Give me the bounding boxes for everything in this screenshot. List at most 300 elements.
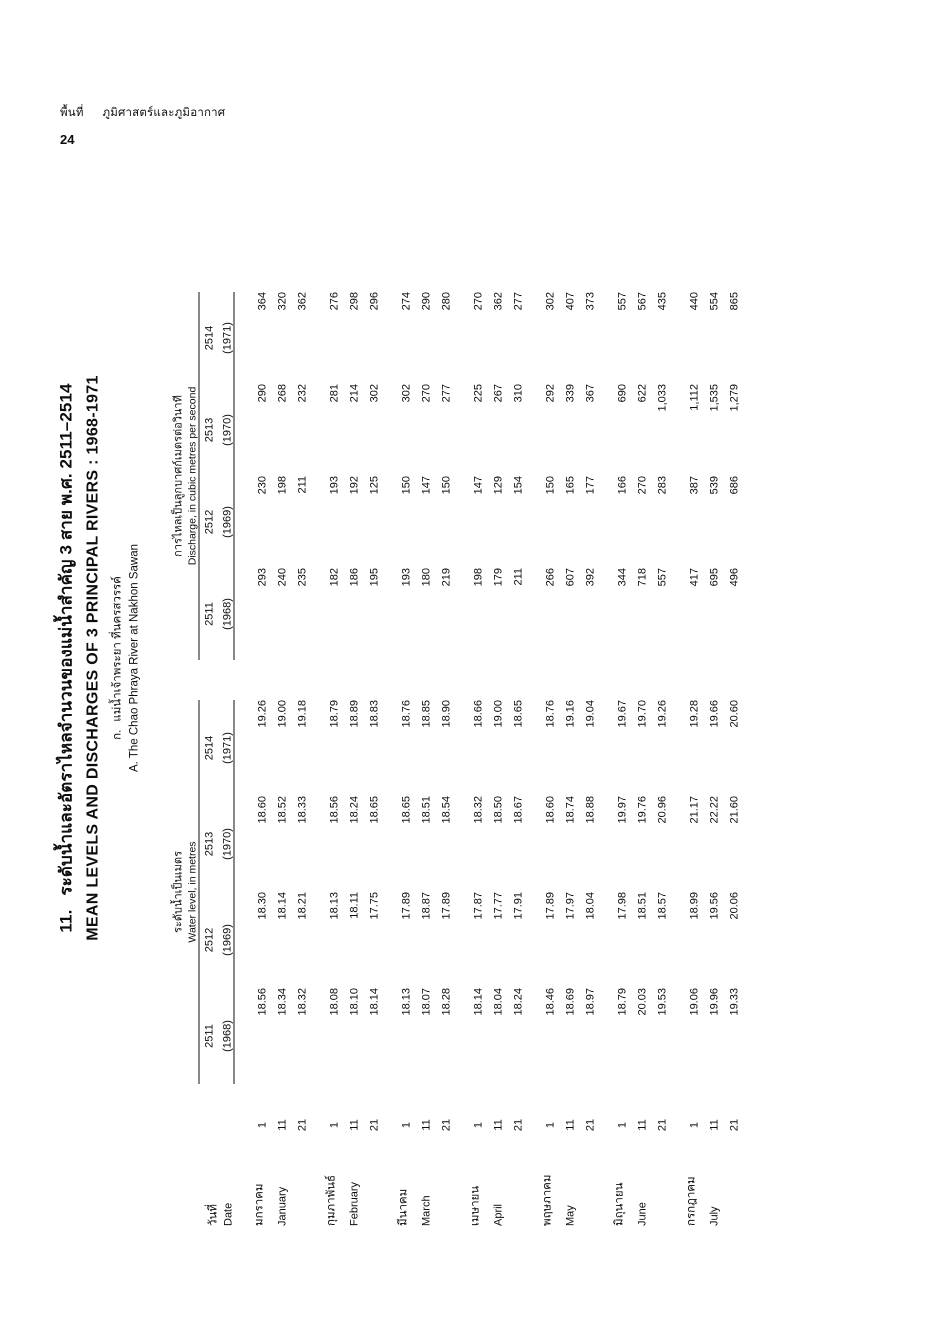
discharge-cell: 557 [615, 292, 628, 311]
column-gap [392, 1084, 412, 1110]
discharge-cell: 344 [615, 568, 628, 587]
discharge-cell: 219 [439, 568, 452, 587]
column-gap [720, 660, 740, 700]
discharge-cell: 496 [727, 568, 740, 587]
water-level-cell: 18.34 [275, 988, 288, 1016]
discharge-cell: 440 [687, 292, 700, 311]
day-cell: 21 [727, 1118, 740, 1132]
water-level-cell: 18.32 [471, 796, 484, 824]
water-level-cell: 19.26 [655, 700, 668, 728]
day-cell: 11 [491, 1119, 504, 1131]
discharge-cell: 270 [635, 476, 648, 495]
discharge-cell: 277 [439, 384, 452, 403]
discharge-cell: 195 [367, 568, 380, 587]
column-gap [536, 1084, 556, 1110]
water-level-cell: 18.83 [367, 700, 380, 728]
water-level-cell: 22.22 [707, 796, 720, 824]
table-row [576, 292, 596, 1226]
discharge-cell: 292 [543, 384, 556, 403]
day-cell: 1 [687, 1121, 700, 1129]
day-cell: 21 [367, 1118, 380, 1132]
water-level-cell: 19.18 [295, 700, 308, 728]
section-subtitle-en: A. The Chao Phraya River at Nakhon Sawan [128, 544, 140, 772]
discharge-cell: 211 [511, 568, 524, 586]
table-row [392, 292, 412, 1226]
discharge-cell: 407 [563, 292, 576, 311]
discharge-cell: 193 [327, 476, 340, 495]
year-be-discharge-2511: 2511 [203, 602, 215, 626]
discharge-cell: 290 [419, 292, 432, 311]
water-level-cell: 18.10 [347, 988, 360, 1016]
table-row [504, 292, 524, 1226]
group-header-discharge [168, 292, 199, 660]
month-name-th: กรกฎาคม [684, 1176, 697, 1226]
column-gap [268, 1084, 288, 1110]
water-level-cell: 19.00 [275, 700, 288, 728]
month-name-en: January [275, 1186, 288, 1226]
column-gap [248, 660, 268, 700]
column-gap [576, 660, 596, 700]
column-gap [628, 660, 648, 700]
table-row [340, 292, 360, 1226]
month-name-en: May [563, 1205, 576, 1226]
year-ce-level-1968: (1968) [215, 988, 234, 1084]
water-level-cell: 20.60 [727, 700, 740, 728]
discharge-cell: 277 [511, 292, 524, 311]
discharge-cell: 154 [511, 476, 524, 495]
column-gap [608, 660, 628, 700]
water-level-cell: 19.28 [687, 700, 700, 728]
day-cell: 1 [615, 1121, 628, 1129]
water-level-cell: 18.30 [255, 892, 268, 920]
column-gap [288, 660, 308, 700]
column-gap [360, 660, 380, 700]
column-gap [464, 660, 484, 700]
discharge-cell: 150 [399, 476, 412, 495]
water-level-cell: 18.65 [367, 796, 380, 824]
month-name-en: June [635, 1202, 648, 1226]
day-cell: 21 [583, 1118, 596, 1132]
column-gap [720, 1084, 740, 1110]
discharge-cell: 214 [347, 384, 360, 403]
water-level-cell: 18.32 [295, 988, 308, 1016]
discharge-cell: 686 [727, 476, 740, 495]
water-level-cell: 18.65 [511, 700, 524, 728]
water-level-cell: 18.51 [419, 796, 432, 824]
month-name-blank [576, 1140, 596, 1226]
group-header-water-level-th: ระดับน้ำเป็นเมตร [172, 851, 184, 933]
discharge-cell: 298 [347, 292, 360, 311]
table-row [432, 292, 452, 1226]
month-name-blank [360, 1140, 380, 1226]
column-gap [320, 1084, 340, 1110]
water-level-cell: 18.76 [399, 700, 412, 728]
water-level-cell: 18.56 [255, 988, 268, 1016]
water-level-cell: 18.52 [275, 796, 288, 824]
discharge-cell: 362 [491, 292, 504, 311]
discharge-cell: 225 [471, 384, 484, 403]
water-level-cell: 17.89 [439, 892, 452, 920]
water-level-cell: 18.97 [583, 988, 596, 1016]
water-level-cell: 19.53 [655, 988, 668, 1016]
column-gap [288, 1084, 308, 1110]
water-level-cell: 18.11 [347, 892, 360, 919]
year-ce-level-1969: (1969) [215, 892, 234, 988]
discharge-cell: 180 [419, 568, 432, 587]
group-header-discharge-th: การไหลเป็นลูกบาศก์เมตรต่อวินาที [172, 395, 184, 557]
month-name-en: July [707, 1206, 720, 1226]
table-row [608, 292, 628, 1226]
day-cell: 11 [635, 1119, 648, 1131]
water-level-cell: 17.98 [615, 892, 628, 920]
column-gap [648, 660, 668, 700]
year-be-level-2513: 2513 [203, 831, 215, 857]
water-level-cell: 18.14 [471, 988, 484, 1016]
water-level-cell: 18.69 [563, 988, 576, 1016]
table-item-number: 11. [56, 909, 75, 933]
discharge-cell: 290 [255, 384, 268, 403]
day-cell: 21 [511, 1118, 524, 1132]
water-level-cell: 19.33 [727, 988, 740, 1016]
group-header-water-level [168, 700, 199, 1084]
month-spacer-row [596, 292, 608, 1226]
column-gap [504, 1084, 524, 1110]
column-gap [484, 1084, 504, 1110]
water-level-cell: 18.88 [583, 796, 596, 824]
discharge-cell: 607 [563, 568, 576, 587]
day-cell: 21 [655, 1118, 668, 1132]
day-cell: 1 [543, 1121, 556, 1129]
water-level-cell: 19.66 [707, 700, 720, 728]
discharge-cell: 557 [655, 568, 668, 587]
discharge-cell: 240 [275, 568, 288, 587]
water-level-cell: 19.67 [615, 700, 628, 728]
header-spacer-row [234, 292, 248, 1226]
water-level-cell: 18.89 [347, 700, 360, 728]
discharge-cell: 150 [439, 476, 452, 495]
table-year-be-row [199, 292, 216, 1226]
water-level-cell: 18.13 [327, 892, 340, 920]
table-row [680, 292, 700, 1226]
discharge-cell: 211 [295, 476, 308, 494]
water-level-cell: 18.90 [439, 700, 452, 728]
month-spacer-row [668, 292, 680, 1226]
water-level-cell: 19.16 [563, 700, 576, 728]
month-name-th: มิถุนายน [612, 1182, 625, 1226]
table-row [360, 292, 380, 1226]
discharge-cell: 320 [275, 292, 288, 311]
table-row [556, 292, 576, 1226]
column-gap [412, 660, 432, 700]
water-level-cell: 18.99 [687, 892, 700, 920]
discharge-cell: 179 [491, 568, 504, 587]
table-title-en: MEAN LEVELS AND DISCHARGES OF 3 PRINCIPAL RIVERS : 1968-1971 [84, 375, 101, 941]
table-row [648, 292, 668, 1226]
water-level-cell: 18.08 [327, 988, 340, 1016]
day-cell: 11 [563, 1119, 576, 1131]
water-level-cell: 18.67 [511, 796, 524, 824]
water-level-cell: 18.66 [471, 700, 484, 728]
month-name-th: กุมภาพันธ์ [324, 1174, 337, 1226]
year-ce-discharge-1968: (1968) [215, 568, 234, 660]
water-level-cell: 19.76 [635, 796, 648, 824]
month-name-blank [504, 1140, 524, 1226]
day-cell: 1 [399, 1121, 412, 1129]
group-header-water-level-en: Water level, in metres [186, 841, 198, 943]
discharge-cell: 280 [439, 292, 452, 311]
day-cell: 21 [439, 1118, 452, 1132]
month-spacer-row [380, 292, 392, 1226]
discharge-cell: 193 [399, 568, 412, 587]
column-gap [268, 660, 288, 700]
water-level-cell: 19.70 [635, 700, 648, 728]
table-year-ce-row [215, 292, 234, 1226]
day-cell: 11 [275, 1119, 288, 1131]
column-gap [556, 1084, 576, 1110]
water-level-cell: 18.07 [419, 988, 432, 1016]
water-level-cell: 18.46 [543, 988, 556, 1016]
column-gap [556, 660, 576, 700]
discharge-cell: 235 [295, 568, 308, 587]
table-title-th: ระดับน้ำและอัตราไหลจำนวนของแม่น้ำสำคัญ 3 สาย พ.ศ. 2511–2514 [56, 383, 75, 896]
table-body [248, 292, 740, 1226]
water-level-cell: 17.97 [563, 892, 576, 920]
water-level-cell: 19.56 [707, 892, 720, 920]
day-cell: 11 [707, 1119, 720, 1131]
discharge-cell: 392 [583, 568, 596, 587]
water-level-cell: 18.79 [615, 988, 628, 1016]
discharge-cell: 302 [367, 384, 380, 403]
discharge-cell: 192 [347, 476, 360, 495]
discharge-cell: 417 [687, 568, 700, 587]
river-data-table [168, 292, 740, 1226]
year-be-level-2514: 2514 [203, 735, 215, 761]
year-ce-discharge-1971: (1971) [215, 292, 234, 384]
water-level-cell: 19.06 [687, 988, 700, 1016]
discharge-cell: 362 [295, 292, 308, 311]
table-row [412, 292, 432, 1226]
water-level-cell: 19.96 [707, 988, 720, 1016]
water-level-cell: 17.89 [399, 892, 412, 920]
date-header [199, 1140, 234, 1226]
page-number: 24 [60, 132, 75, 147]
day-cell: 1 [255, 1121, 268, 1129]
day-cell: 1 [471, 1121, 484, 1129]
discharge-cell: 182 [327, 568, 340, 587]
discharge-cell: 281 [327, 384, 340, 403]
discharge-cell: 270 [419, 384, 432, 403]
water-level-cell: 20.03 [635, 988, 648, 1016]
discharge-cell: 129 [491, 476, 504, 495]
water-level-cell: 18.14 [367, 988, 380, 1016]
water-level-cell: 18.74 [563, 796, 576, 824]
column-gap [484, 660, 504, 700]
column-gap [432, 660, 452, 700]
column-gap [464, 1084, 484, 1110]
discharge-cell: 147 [471, 476, 484, 495]
discharge-cell: 373 [583, 292, 596, 311]
column-gap [700, 1084, 720, 1110]
table-row [536, 292, 556, 1226]
discharge-cell: 274 [399, 292, 412, 311]
water-level-cell: 20.06 [727, 892, 740, 920]
column-gap [628, 1084, 648, 1110]
water-level-cell: 19.26 [255, 700, 268, 728]
water-level-cell: 18.65 [399, 796, 412, 824]
table-row [268, 292, 288, 1226]
discharge-cell: 267 [491, 384, 504, 403]
table-row [464, 292, 484, 1226]
water-level-cell: 21.17 [687, 796, 700, 824]
month-name-th: มีนาคม [396, 1188, 409, 1226]
discharge-cell: 554 [707, 292, 720, 311]
discharge-cell: 310 [511, 384, 524, 403]
table-row [700, 292, 720, 1226]
year-ce-discharge-1969: (1969) [215, 476, 234, 568]
year-be-discharge-2514: 2514 [203, 325, 215, 351]
year-ce-level-1971: (1971) [215, 700, 234, 796]
water-level-cell: 18.50 [491, 796, 504, 824]
water-level-cell: 18.04 [583, 892, 596, 920]
water-level-cell: 17.89 [543, 892, 556, 920]
column-gap [680, 660, 700, 700]
month-name-th: พฤษภาคม [540, 1174, 553, 1226]
month-spacer-row [308, 292, 320, 1226]
month-name-en: March [419, 1195, 432, 1226]
water-level-cell: 18.85 [419, 700, 432, 728]
discharge-cell: 270 [471, 292, 484, 311]
discharge-cell: 266 [543, 568, 556, 587]
month-name-en: April [491, 1203, 504, 1226]
water-level-cell: 21.60 [727, 796, 740, 824]
discharge-cell: 198 [471, 568, 484, 587]
discharge-cell: 695 [707, 568, 720, 587]
page-header-right: ภูมิศาสตร์และภูมิอากาศ [102, 107, 226, 119]
water-level-cell: 18.14 [275, 892, 288, 920]
discharge-cell: 1,279 [727, 384, 740, 412]
water-level-cell: 18.76 [543, 700, 556, 728]
year-be-level-2512: 2512 [203, 927, 215, 953]
discharge-cell: 622 [635, 384, 648, 403]
discharge-cell: 718 [635, 568, 648, 587]
column-gap [360, 1084, 380, 1110]
water-level-cell: 17.75 [367, 892, 380, 920]
column-gap [340, 1084, 360, 1110]
month-name-th: มกราคม [252, 1183, 265, 1226]
discharge-cell: 865 [727, 292, 740, 311]
month-name-blank [432, 1140, 452, 1226]
water-level-cell: 20.96 [655, 796, 668, 824]
page-header-left: พื้นที่ [60, 107, 84, 119]
water-level-cell: 19.97 [615, 796, 628, 824]
table-row [484, 292, 504, 1226]
water-level-cell: 18.54 [439, 796, 452, 824]
water-level-cell: 17.87 [471, 892, 484, 920]
water-level-cell: 18.60 [543, 796, 556, 824]
water-level-cell: 18.56 [327, 796, 340, 824]
water-level-cell: 18.51 [635, 892, 648, 920]
table-row [320, 292, 340, 1226]
water-level-cell: 19.00 [491, 700, 504, 728]
discharge-cell: 302 [399, 384, 412, 403]
discharge-cell: 567 [635, 292, 648, 311]
discharge-cell: 125 [367, 476, 380, 495]
section-label-th: ก. [111, 729, 123, 740]
column-gap [432, 1084, 452, 1110]
date-header-th: วันที่ [206, 1204, 219, 1226]
month-name-blank [720, 1140, 740, 1226]
year-be-level-2511: 2511 [203, 1024, 215, 1048]
discharge-cell: 147 [419, 476, 432, 495]
water-level-cell: 18.60 [255, 796, 268, 824]
day-cell: 1 [327, 1121, 340, 1129]
water-level-cell: 17.77 [491, 892, 504, 920]
discharge-cell: 268 [275, 384, 288, 403]
discharge-cell: 150 [543, 476, 556, 495]
table-row [628, 292, 648, 1226]
discharge-cell: 296 [367, 292, 380, 311]
water-level-cell: 18.33 [295, 796, 308, 824]
column-gap [248, 1084, 268, 1110]
water-level-cell: 18.21 [295, 892, 308, 920]
water-level-cell: 17.91 [511, 892, 524, 920]
discharge-cell: 293 [255, 568, 268, 587]
discharge-cell: 1,112 [687, 384, 700, 411]
water-level-cell: 18.24 [347, 796, 360, 824]
month-name-th: เมษายน [468, 1185, 481, 1226]
year-ce-discharge-1970: (1970) [215, 384, 234, 476]
discharge-cell: 1,033 [655, 384, 668, 412]
water-level-cell: 18.79 [327, 700, 340, 728]
discharge-cell: 364 [255, 292, 268, 311]
day-cell: 11 [419, 1119, 432, 1131]
column-gap [320, 660, 340, 700]
column-gap [392, 660, 412, 700]
water-level-cell: 18.57 [655, 892, 668, 920]
discharge-cell: 165 [563, 476, 576, 495]
discharge-cell: 198 [275, 476, 288, 495]
discharge-cell: 302 [543, 292, 556, 311]
water-level-cell: 19.04 [583, 700, 596, 728]
section-name-th: แม่น้ำเจ้าพระยา ที่นครสวรรค์ [111, 576, 123, 722]
discharge-cell: 367 [583, 384, 596, 403]
discharge-cell: 387 [687, 476, 700, 495]
water-level-cell: 18.28 [439, 988, 452, 1016]
discharge-cell: 690 [615, 384, 628, 403]
year-be-discharge-2513: 2513 [203, 417, 215, 443]
column-gap [680, 1084, 700, 1110]
table-group-header-row [168, 292, 199, 1226]
discharge-cell: 166 [615, 476, 628, 495]
month-spacer-row [524, 292, 536, 1226]
month-spacer-row [452, 292, 464, 1226]
column-gap [648, 1084, 668, 1110]
discharge-cell: 276 [327, 292, 340, 311]
column-gap [576, 1084, 596, 1110]
discharge-cell: 186 [347, 568, 360, 587]
table-title [52, 128, 102, 1188]
year-ce-level-1970: (1970) [215, 796, 234, 892]
table-row [248, 292, 268, 1226]
date-header-en: Date [221, 1202, 234, 1226]
year-be-discharge-2512: 2512 [203, 509, 215, 535]
column-gap [608, 1084, 628, 1110]
discharge-cell: 230 [255, 476, 268, 495]
table-row [720, 292, 740, 1226]
month-name-blank [288, 1140, 308, 1226]
water-level-cell: 18.04 [491, 988, 504, 1016]
discharge-cell: 539 [707, 476, 720, 495]
